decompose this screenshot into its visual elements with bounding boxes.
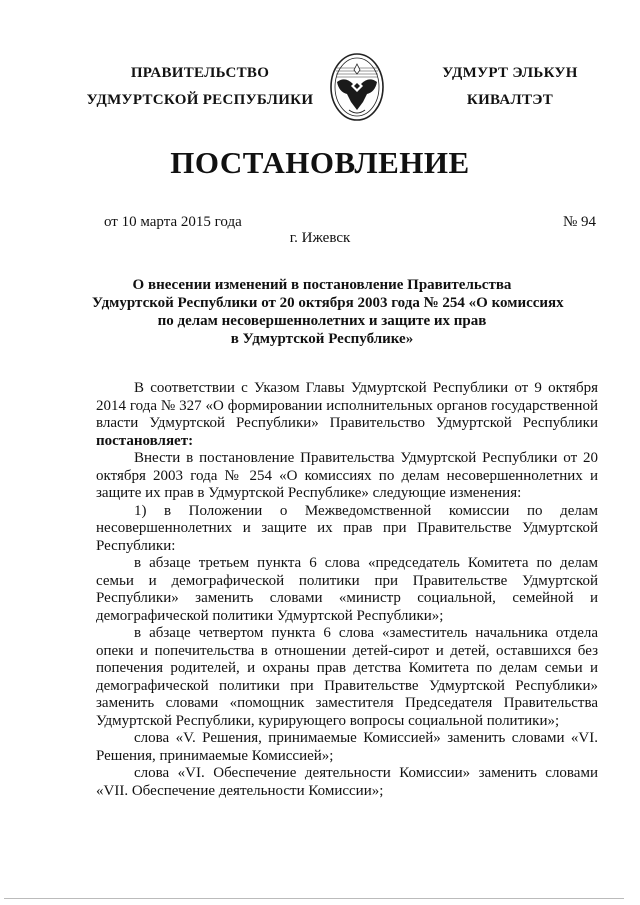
header-right-line-2: КИВАЛТЭТ	[466, 92, 554, 108]
body-paragraph-2: Внести в постановление Правительства Удмуртской Республики от 20 октября 2003 года № 254 «О комиссиях по делам несовершеннолетних и защите их прав в Удмуртской Республике» следующие изменения:	[96, 450, 598, 501]
document-title: ПОСТАНОВЛЕНИЕ	[170, 145, 470, 180]
subject-line-3: по делам несовершеннолетних и защите их прав	[157, 313, 487, 329]
header-right-line-1: УДМУРТ ЭЛЬКУН	[442, 65, 578, 81]
document-body	[96, 380, 598, 800]
subject-line-4: в Удмуртской Республике»	[230, 331, 414, 347]
subject-line-1: О внесении изменений в постановление Правительства	[132, 277, 512, 293]
subject-line-2: Удмуртской Республики от 20 октября 2003 года № 254 «О комиссиях	[92, 295, 564, 311]
body-paragraph-3: 1) в Положении о Межведомственной комиссии по делам несовершеннолетних и защите их прав при Правительстве Удмуртской Республики:	[96, 502, 598, 554]
body-paragraph-1-text: В соответствии с Указом Главы Удмуртской Республики от 9 октября 2014 года № 327 «О формировании исполнительных органов государственной власти Удмуртской Республики» Правительство Удмуртской Республики	[96, 380, 598, 431]
document-number: № 94	[562, 214, 596, 230]
coat-of-arms-icon	[329, 52, 385, 122]
header-left	[86, 60, 314, 114]
footer-scan-line	[4, 898, 624, 899]
body-paragraph-6: слова «V. Решения, принимаемые Комиссией» заменить словами «VI. Решения, принимаемые Комиссией»;	[96, 730, 598, 764]
header-left-line-1: ПРАВИТЕЛЬСТВО	[130, 65, 270, 81]
body-paragraph-1	[96, 380, 598, 450]
document-subject	[92, 276, 564, 348]
body-paragraph-7: слова «VI. Обеспечение деятельности Комиссии» заменить словами «VII. Обеспечение деятельности Комиссии»;	[96, 765, 598, 799]
emblem-svg	[329, 52, 385, 122]
body-paragraph-4: в абзаце третьем пункта 6 слова «председатель Комитета по делам семьи и демографической политики при Правительстве Удмуртской Республики» заменить словами «министр социальной, семейной и демографической политики Удмуртской Республики»;	[96, 555, 598, 624]
header-right	[434, 60, 586, 114]
decree-word: постановляет:	[96, 432, 194, 449]
document-date: от 10 марта 2015 года	[104, 214, 242, 230]
document-city: г. Ижевск	[289, 230, 351, 246]
body-paragraph-5: в абзаце четвертом пункта 6 слова «заместитель начальника отдела опеки и попечительства в отношении детей-сирот и детей, оставшихся без попечения родителей, и охраны прав детства Комитета по делам семьи и демографической политики при Правительстве Удмуртской Республики» заменить словами «помощник заместителя Председателя Правительства Удмуртской Республики, курирующего вопросы социальной политики»;	[96, 625, 598, 729]
header-left-line-2: УДМУРТСКОЙ РЕСПУБЛИКИ	[86, 92, 314, 108]
